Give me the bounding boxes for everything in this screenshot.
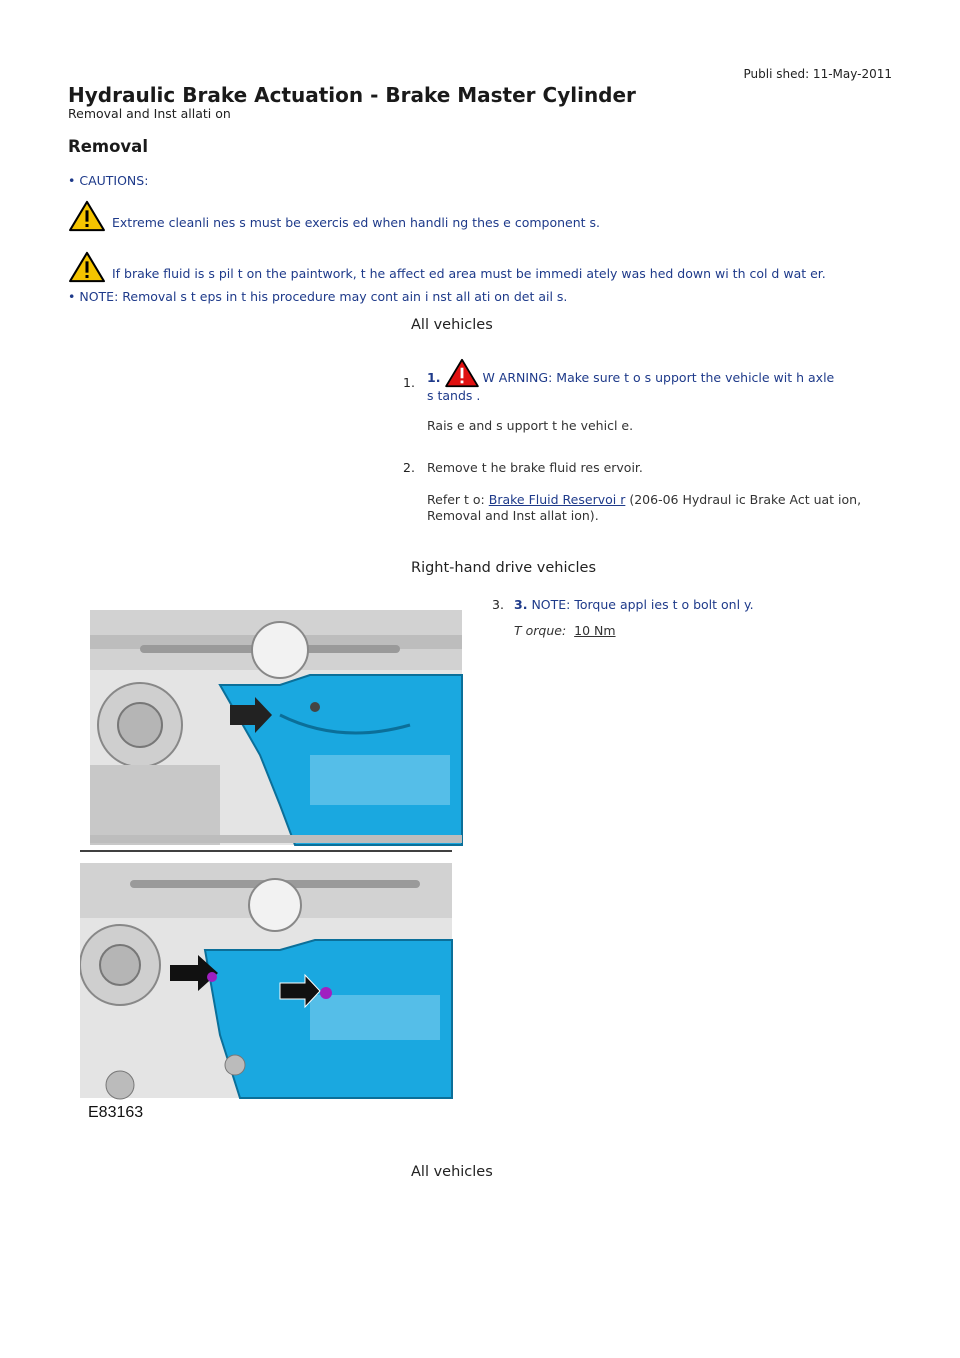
removal-heading: Removal xyxy=(68,137,148,156)
step-bold-number: 1. xyxy=(427,370,441,385)
page-subtitle: Removal and Inst allati on xyxy=(68,106,231,121)
cautions-label: • CAUTIONS: xyxy=(68,173,149,188)
torque-value: 10 Nm xyxy=(574,623,616,638)
refer-suffix-cont: Removal and Inst allat ion). xyxy=(427,508,599,523)
warning-triangle-icon xyxy=(444,358,480,388)
figure-label: E83163 xyxy=(88,1104,144,1121)
caution-item xyxy=(68,200,600,232)
warning-triangle-icon xyxy=(68,251,106,283)
refer-suffix: (206-06 Hydraul ic Brake Act uat ion, xyxy=(629,492,862,507)
step-1 xyxy=(427,358,887,434)
caution-text: If brake fluid is s pil t on the paintwork, t he affect ed area must be immedi ately was hed down wi th col d wat er. xyxy=(112,266,826,281)
step-number: 2. xyxy=(403,460,415,475)
step-number: 1. xyxy=(403,375,415,390)
torque-label: T orque: xyxy=(514,623,567,638)
step-note-text: NOTE: Torque appl ies t o bolt onl y. xyxy=(531,597,754,612)
section-heading: All vehicles xyxy=(411,1164,493,1180)
refer-prefix: Refer t o: xyxy=(427,492,485,507)
step-refer xyxy=(427,492,897,508)
brake-fluid-reservoir-link[interactable]: Brake Fluid Reservoi r xyxy=(488,492,626,507)
section-heading: All vehicles xyxy=(411,317,493,333)
step-3 xyxy=(514,597,914,639)
step-number: 3. xyxy=(492,597,504,612)
caution-text: Extreme cleanli nes s must be exercis ed when handli ng thes e component s. xyxy=(112,215,601,230)
section-heading: Right-hand drive vehicles xyxy=(411,560,596,576)
step-detail: Rais e and s upport t he vehicl e. xyxy=(427,418,634,433)
step-bold-number: 3. xyxy=(514,597,528,612)
note-text: • NOTE: Removal s t eps in t his procedure may cont ain i nst all ati on det ail s. xyxy=(68,289,568,304)
caution-item xyxy=(68,251,826,283)
published-date: Publi shed: 11-May-2011 xyxy=(743,67,892,81)
procedure-figure xyxy=(80,605,465,1125)
step-warning-text-cont: s tands . xyxy=(427,388,481,403)
step-warning-text: W ARNING: Make sure t o s upport the vehicle wit h axle xyxy=(482,370,835,385)
page-title: Hydraulic Brake Actuation - Brake Master Cylinder xyxy=(68,83,636,107)
warning-triangle-icon xyxy=(68,200,106,232)
step-text: Remove t he brake fluid res ervoir. xyxy=(427,460,643,475)
step-2 xyxy=(427,460,897,524)
engine-bay-illustration xyxy=(80,605,465,1125)
